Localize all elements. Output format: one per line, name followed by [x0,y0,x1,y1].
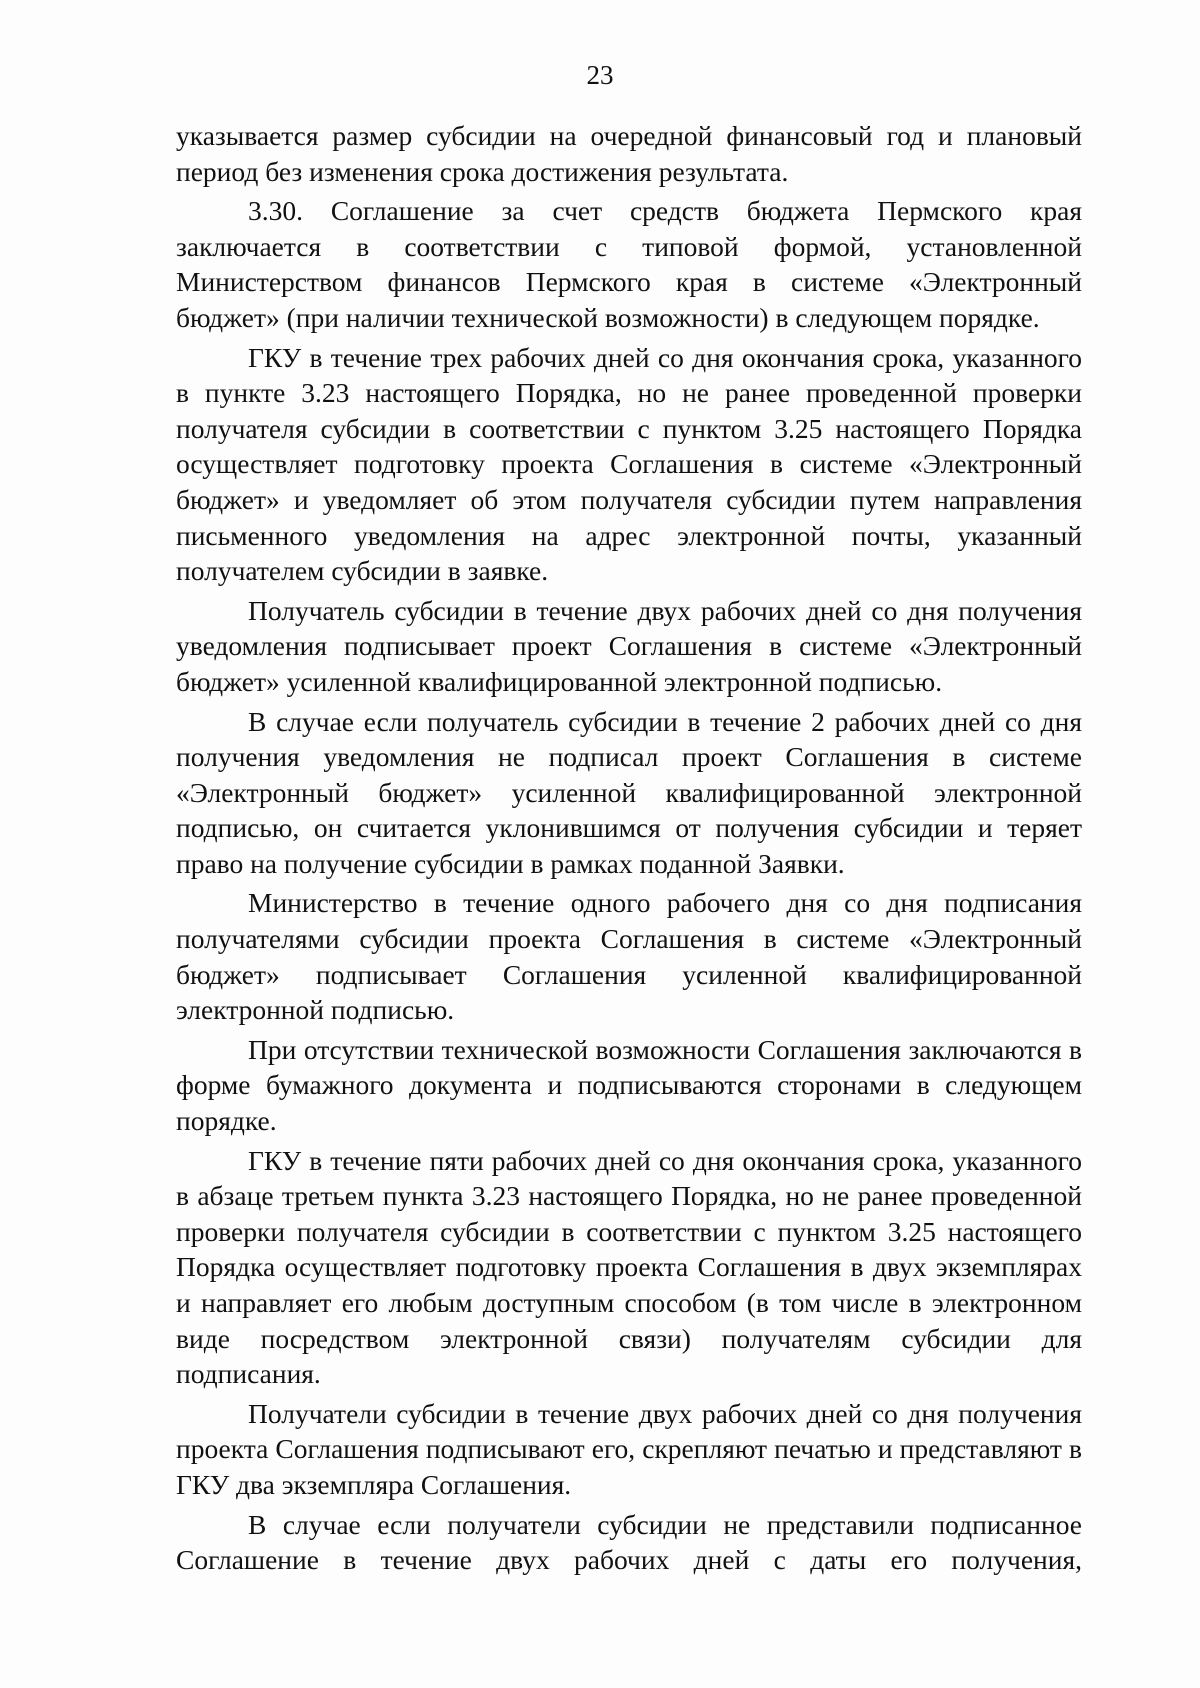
paragraph-continues: В случае если получатели субсидии не представили подписанное Соглашение в течение двух рабочих дней с даты его получения, [176,1508,1082,1576]
paragraph: ГКУ в течение трех рабочих дней со дня окончания срока, указанного в пункте 3.23 настоящего Порядка, но не ранее проведенной проверки получателя субсидии в соответствии с пунктом 3.25 настоящего Порядка осуществляет подготовку проекта Соглашения в системе «Электронный бюджет» и уведомляет об этом получателя субсидии путем направления письменного уведомления на адрес электронной почты, указанный получателем субсидии в заявке. [176,341,1082,587]
paragraph-continuation: указывается размер субсидии на очередной финансовый год и плановый период без изменения срока достижения результата. [176,120,1082,187]
paragraph: Получатель субсидии в течение двух рабочих дней со дня получения уведомления подписывает проект Соглашения в системе «Электронный бюджет» усиленной квалифицированной электронной подписью. [176,594,1082,697]
paragraph: Получатели субсидии в течение двух рабочих дней со дня получения проекта Соглашения подписывают его, скрепляют печатью и представляют в ГКУ два экземпляра Соглашения. [176,1397,1082,1500]
paragraph: При отсутствии технической возможности Соглашения заключаются в форме бумажного документа и подписываются сторонами в следующем порядке. [176,1033,1082,1137]
page-number: 23 [586,60,614,90]
document-body [176,118,1082,1582]
paragraph: Министерство в течение одного рабочего дня со дня подписания получателями субсидии проекта Соглашения в системе «Электронный бюджет» подписывает Соглашения усиленной квалифицированной электронной подписью. [176,887,1082,1026]
paragraph-3-30: 3.30. Соглашение за счет средств бюджета Пермского края заключается в соответствии с типовой формой, установленной Министерством финансов Пермского края в системе «Электронный бюджет» (при наличии технической возможности) в следующем порядке. [176,195,1082,333]
paragraph: ГКУ в течение пяти рабочих дней со дня окончания срока, указанного в абзаце третьем пункта 3.23 настоящего Порядка, но не ранее проведенной проверки получателя субсидии в соответствии с пунктом 3.25 настоящего Порядка осуществляет подготовку проекта Соглашения в двух экземплярах и направляет его любым доступным способом (в том числе в электронном виде посредством электронной связи) получателям субсидии для подписания. [176,1144,1082,1390]
paragraph: В случае если получатель субсидии в течение 2 рабочих дней со дня получения уведомления не подписал проект Соглашения в системе «Электронный бюджет» усиленной квалифицированной электронной подписью, он считается уклонившимся от получения субсидии и теряет право на получение субсидии в рамках поданной Заявки. [176,705,1082,879]
